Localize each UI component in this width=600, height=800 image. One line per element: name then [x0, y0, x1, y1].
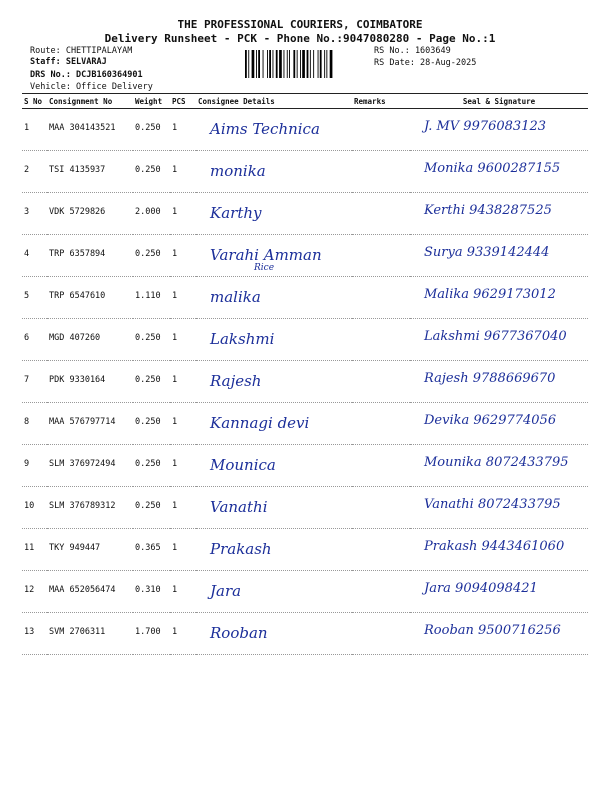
- consignee-cell: [196, 487, 352, 529]
- sno-cell: 8: [22, 403, 47, 445]
- signature-cell: [410, 571, 588, 613]
- consignment-cell: MAA 304143521: [47, 109, 133, 151]
- table-row: [22, 109, 588, 151]
- remarks-cell: [352, 277, 410, 319]
- drs-number: DRS No.: DCJB160364901: [30, 70, 143, 80]
- consignment-cell: TRP 6547610: [47, 277, 133, 319]
- handwritten-signature: Devika 9629774056: [424, 413, 557, 428]
- table-row: [22, 445, 588, 487]
- sno-cell: 1: [22, 109, 47, 151]
- consignment-cell: MGD 407260: [47, 319, 133, 361]
- consignee-handwritten-name: Mounica: [210, 456, 276, 474]
- consignee-handwritten-name: Varahi Amman: [210, 246, 322, 264]
- col-header-signature: Seal & Signature: [410, 94, 588, 109]
- sno-cell: 3: [22, 193, 47, 235]
- consignee-cell: [196, 319, 352, 361]
- remarks-cell: [352, 361, 410, 403]
- sno-cell: 7: [22, 361, 47, 403]
- pcs-cell: 1: [170, 193, 196, 235]
- consignment-cell: VDK 5729826: [47, 193, 133, 235]
- pcs-cell: 1: [170, 445, 196, 487]
- consignee-cell: [196, 193, 352, 235]
- remarks-cell: [352, 487, 410, 529]
- consignee-handwritten-name: Aims Technica: [210, 120, 320, 138]
- pcs-cell: 1: [170, 109, 196, 151]
- signature-cell: [410, 445, 588, 487]
- signature-cell: [410, 109, 588, 151]
- consignee-handwritten-name: Rajesh: [210, 372, 262, 390]
- remarks-cell: [352, 151, 410, 193]
- weight-cell: 0.250: [133, 109, 170, 151]
- remarks-cell: [352, 613, 410, 655]
- pcs-cell: 1: [170, 403, 196, 445]
- remarks-cell: [352, 571, 410, 613]
- consignment-cell: SLM 376972494: [47, 445, 133, 487]
- signature-cell: [410, 361, 588, 403]
- remarks-cell: [352, 235, 410, 277]
- consignment-cell: TKY 949447: [47, 529, 133, 571]
- table-row: [22, 151, 588, 193]
- consignee-cell: [196, 529, 352, 571]
- sno-cell: 10: [22, 487, 47, 529]
- sno-cell: 5: [22, 277, 47, 319]
- handwritten-signature: Jara 9094098421: [424, 581, 538, 596]
- weight-cell: 0.250: [133, 235, 170, 277]
- signature-cell: [410, 613, 588, 655]
- weight-cell: 2.000: [133, 193, 170, 235]
- consignee-cell: [196, 109, 352, 151]
- consignee-cell: [196, 277, 352, 319]
- pcs-cell: 1: [170, 529, 196, 571]
- weight-cell: 1.700: [133, 613, 170, 655]
- consignee-handwritten-subname: Rice: [254, 263, 275, 273]
- remarks-cell: [352, 403, 410, 445]
- handwritten-signature: Malika 9629173012: [424, 287, 556, 302]
- remarks-cell: [352, 193, 410, 235]
- consignee-handwritten-name: Kannagi devi: [210, 414, 310, 432]
- handwritten-signature: Lakshmi 9677367040: [424, 329, 567, 344]
- route-label: Route: CHETTIPALAYAM: [30, 46, 133, 56]
- consignee-handwritten-name: Vanathi: [210, 498, 268, 516]
- consignment-cell: PDK 9330164: [47, 361, 133, 403]
- signature-cell: [410, 193, 588, 235]
- table-row: [22, 193, 588, 235]
- consignee-cell: [196, 571, 352, 613]
- pcs-cell: 1: [170, 151, 196, 193]
- rs-date: RS Date: 28-Aug-2025: [374, 58, 477, 68]
- consignee-cell: [196, 445, 352, 487]
- table-row: [22, 319, 588, 361]
- sno-cell: 13: [22, 613, 47, 655]
- sno-cell: 6: [22, 319, 47, 361]
- remarks-cell: [352, 529, 410, 571]
- consignee-handwritten-name: Karthy: [210, 204, 262, 222]
- consignee-cell: [196, 361, 352, 403]
- remarks-cell: [352, 109, 410, 151]
- remarks-cell: [352, 319, 410, 361]
- signature-cell: [410, 529, 588, 571]
- signature-cell: [410, 151, 588, 193]
- consignment-cell: TSI 4135937: [47, 151, 133, 193]
- sno-cell: 2: [22, 151, 47, 193]
- weight-cell: 0.310: [133, 571, 170, 613]
- weight-cell: 0.250: [133, 403, 170, 445]
- pcs-cell: 1: [170, 235, 196, 277]
- table-row: [22, 529, 588, 571]
- table-row: [22, 403, 588, 445]
- table-row: [22, 235, 588, 277]
- handwritten-signature: Kerthi 9438287525: [424, 203, 552, 218]
- consignee-handwritten-name: Lakshmi: [210, 330, 275, 348]
- consignment-cell: SLM 376789312: [47, 487, 133, 529]
- weight-cell: 0.250: [133, 445, 170, 487]
- sno-cell: 11: [22, 529, 47, 571]
- table-row: [22, 571, 588, 613]
- weight-cell: 0.250: [133, 361, 170, 403]
- col-header-remarks: Remarks: [352, 94, 410, 109]
- consignee-cell: [196, 151, 352, 193]
- table-header-row: [22, 94, 588, 109]
- runsheet-table: [22, 93, 588, 655]
- consignee-handwritten-name: Rooban: [210, 624, 268, 642]
- consignee-cell: [196, 403, 352, 445]
- signature-cell: [410, 277, 588, 319]
- weight-cell: 0.250: [133, 487, 170, 529]
- signature-cell: [410, 319, 588, 361]
- handwritten-signature: J. MV 9976083123: [424, 119, 547, 134]
- handwritten-signature: Rooban 9500716256: [424, 623, 561, 638]
- weight-cell: 0.250: [133, 319, 170, 361]
- consignee-cell: [196, 613, 352, 655]
- consignee-handwritten-name: Jara: [210, 582, 242, 600]
- sno-cell: 9: [22, 445, 47, 487]
- col-header-weight: Weight: [133, 94, 170, 109]
- consignment-cell: SVM 2706311: [47, 613, 133, 655]
- table-row: [22, 277, 588, 319]
- handwritten-signature: Vanathi 8072433795: [424, 497, 561, 512]
- handwritten-signature: Monika 9600287155: [424, 161, 561, 176]
- col-header-consignment: Consignment No: [47, 94, 133, 109]
- signature-cell: [410, 235, 588, 277]
- remarks-cell: [352, 445, 410, 487]
- handwritten-signature: Prakash 9443461060: [424, 539, 565, 554]
- handwritten-signature: Mounika 8072433795: [424, 455, 569, 470]
- consignee-handwritten-name: monika: [210, 162, 266, 180]
- rs-number: RS No.: 1603649: [374, 46, 451, 56]
- consignee-handwritten-name: malika: [210, 288, 261, 306]
- handwritten-signature: Surya 9339142444: [424, 245, 550, 260]
- pcs-cell: 1: [170, 571, 196, 613]
- consignment-cell: MAA 576797714: [47, 403, 133, 445]
- consignment-cell: MAA 652056474: [47, 571, 133, 613]
- page-subtitle: Delivery Runsheet - PCK - Phone No.:9047080280 - Page No.:1: [104, 32, 496, 45]
- vehicle-label: Vehicle: Office Delivery: [30, 82, 153, 92]
- barcode: [244, 50, 370, 78]
- table-row: [22, 487, 588, 529]
- consignee-handwritten-name: Prakash: [210, 540, 272, 558]
- weight-cell: 1.110: [133, 277, 170, 319]
- col-header-consignee: Consignee Details: [196, 94, 352, 109]
- pcs-cell: 1: [170, 487, 196, 529]
- consignee-cell: [196, 235, 352, 277]
- pcs-cell: 1: [170, 277, 196, 319]
- sno-cell: 4: [22, 235, 47, 277]
- page-title: THE PROFESSIONAL COURIERS, COIMBATORE: [177, 18, 423, 31]
- sno-cell: 12: [22, 571, 47, 613]
- pcs-cell: 1: [170, 361, 196, 403]
- staff-label: Staff: SELVARAJ: [30, 57, 107, 67]
- consignment-cell: TRP 6357894: [47, 235, 133, 277]
- col-header-pcs: PCS: [170, 94, 196, 109]
- handwritten-signature: Rajesh 9788669670: [424, 371, 556, 386]
- pcs-cell: 1: [170, 613, 196, 655]
- table-row: [22, 361, 588, 403]
- weight-cell: 0.250: [133, 151, 170, 193]
- signature-cell: [410, 487, 588, 529]
- table-row: [22, 613, 588, 655]
- signature-cell: [410, 403, 588, 445]
- weight-cell: 0.365: [133, 529, 170, 571]
- pcs-cell: 1: [170, 319, 196, 361]
- col-header-sno: S No: [22, 94, 47, 109]
